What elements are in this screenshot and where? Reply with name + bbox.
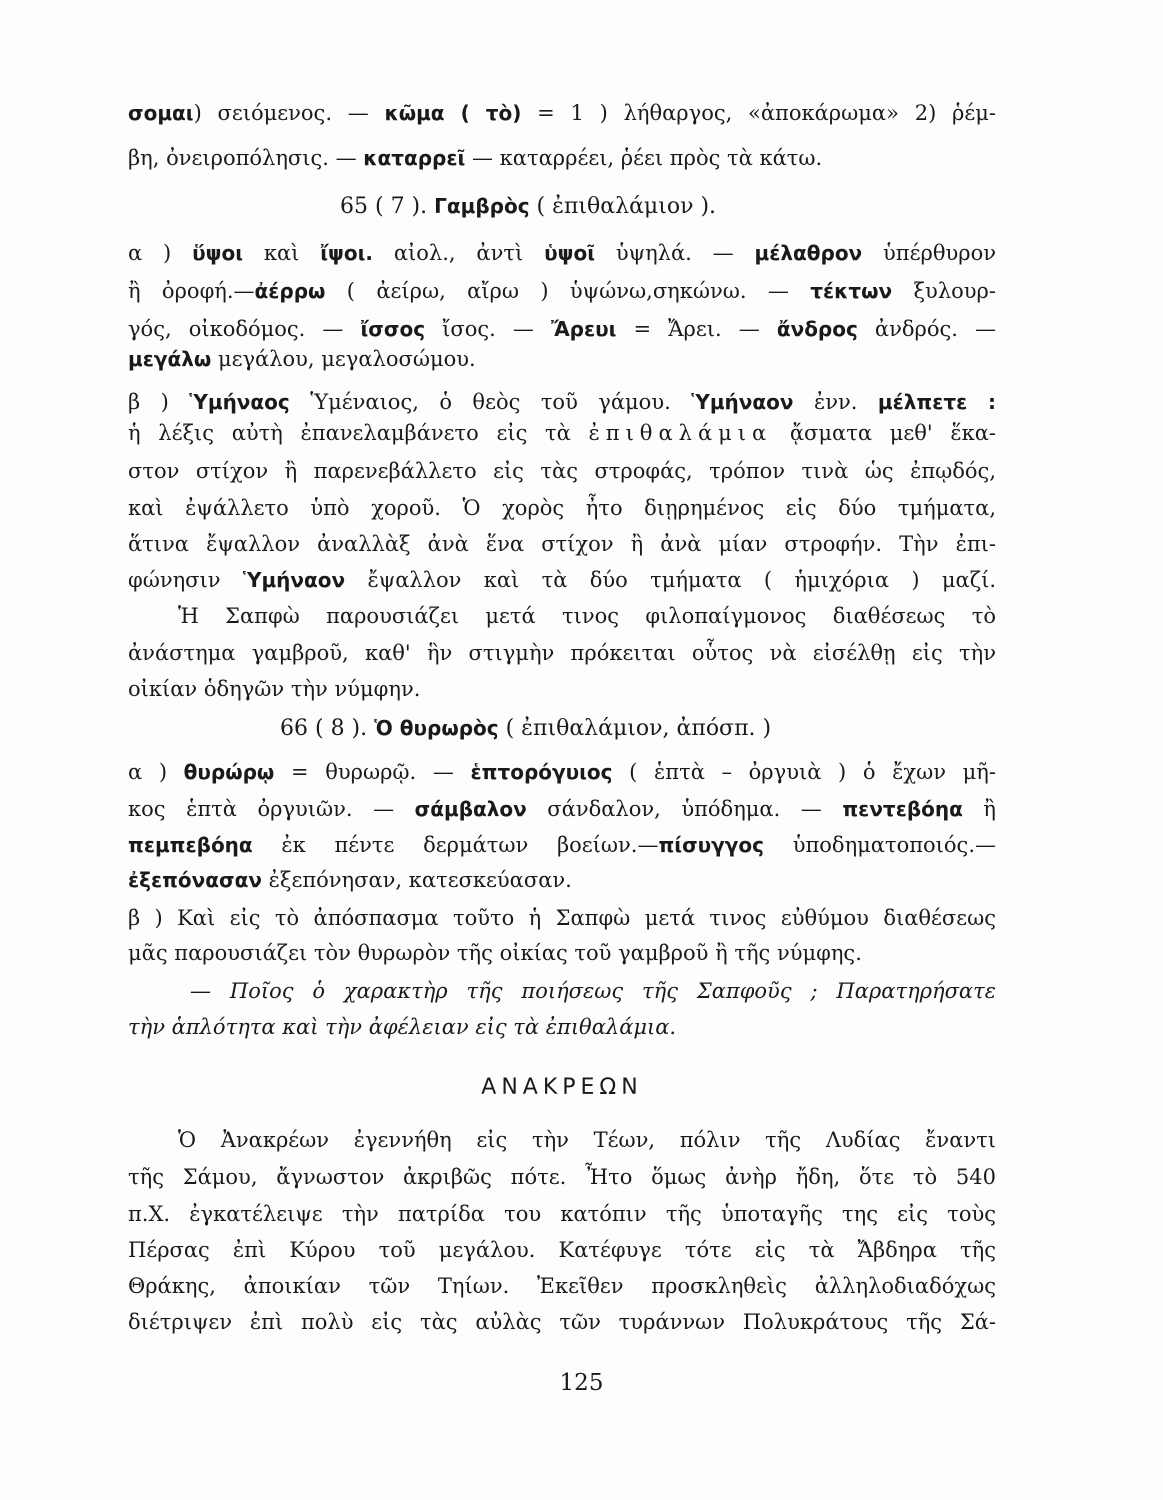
text-run: = θυρωρῷ. — <box>274 760 471 784</box>
text-line <box>128 1162 996 1192</box>
bold-term: σάμβαλον <box>414 797 527 821</box>
text-run: ἀνάστημα γαμβροῦ, καθ' ἣν στιγμὴν πρόκειται οὗτος νὰ εἰσέλθῃ εἰς τὴν <box>128 641 996 665</box>
text-run: ὑψηλά. — <box>595 241 755 265</box>
bold-term: καταρρεῖ <box>363 146 466 170</box>
bold-term: ἄνδρος <box>776 317 858 341</box>
text-run: ἐνν. <box>793 390 878 414</box>
text-line <box>128 493 996 523</box>
question-line <box>190 976 996 1006</box>
bold-term: πεντεβόηα <box>842 797 963 821</box>
bold-term: ἴψοι. <box>320 241 374 265</box>
text-run: ἢ <box>962 797 996 821</box>
text-line <box>128 314 996 344</box>
text-line <box>128 938 996 968</box>
text-run: — καταρρέει, ῥέει πρὸς τὰ κάτω. <box>465 146 823 170</box>
text-line <box>128 830 996 860</box>
text-run: οἰκίαν ὁδηγῶν τὴν νύμφην. <box>128 677 421 701</box>
text-run: μᾶς παρουσιάζει τὸν θυρωρὸν τῆς οἰκίας τοῦ γαμβροῦ ἢ τῆς νύμφης. <box>128 941 862 965</box>
text-run: β ) Καὶ εἰς τὸ ἀπόσπασμα τοῦτο ἡ Σαπφὼ μετά τινος εὐθύμου διαθέσεως <box>128 906 996 930</box>
text-line <box>128 674 996 704</box>
text-line <box>128 638 996 668</box>
text-run: βη, ὀνειροπόλησις. — <box>128 146 364 170</box>
text-run: β ) <box>128 390 190 414</box>
text-line <box>178 1125 996 1155</box>
text-run: Ὑμέναιος, ὁ θεὸς τοῦ γάμου. <box>289 390 692 414</box>
text-run: ἢ ὀροφή.— <box>128 279 255 303</box>
bold-term: ὕψοι <box>192 241 243 265</box>
text-run: σάνδαλον, ὑπόδημα. — <box>526 797 843 821</box>
text-run: ἀνδρός. — <box>857 317 996 341</box>
bold-term: ἐξεπόνασαν <box>128 868 262 892</box>
text-run: ἐπιθαλάμια <box>588 421 773 445</box>
bold-term: Ὁ θυρωρὸς <box>374 716 499 740</box>
text-run: ἐξεπόνησαν, κατεσκεύασαν. <box>261 868 572 892</box>
text-line <box>128 456 996 486</box>
text-run: ὑποδηματοποιός.— <box>764 833 996 857</box>
bold-term: πεμπεβόηα <box>128 833 253 857</box>
text-run: μεγάλου, μεγαλοσώμου. <box>211 347 476 371</box>
text-run: 65 ( 7 ). <box>340 194 435 219</box>
text-line <box>128 565 996 595</box>
bold-term: σομαι <box>128 101 194 125</box>
text-run: — Ποῖος ὁ χαρακτὴρ τῆς ποιήσεως τῆς Σαπφοῦς ; Παρατηρήσατε <box>190 979 996 1003</box>
text-run: Θράκης, ἀποικίαν τῶν Τηίων. Ἐκεῖθεν προσκληθεὶς ἀλληλοδιαδόχως <box>128 1274 996 1298</box>
text-run: ἔψαλλον καὶ τὰ δύο τμήματα ( ἡμιχόρια ) μαζί. <box>345 568 996 592</box>
text-line <box>128 529 996 559</box>
bold-term: Γαμβρὸς <box>434 194 530 218</box>
text-run: Πέρσας ἐπὶ Κύρου τοῦ μεγάλου. Κατέφυγε τότε εἰς τὰ Ἄβδηρα τῆς <box>128 1238 996 1262</box>
text-line <box>128 794 996 824</box>
text-run: κος ἑπτὰ ὀργυιῶν. — <box>128 797 415 821</box>
text-run: ( ἐπιθαλάμιον, ἀπόσπ. ) <box>498 716 772 741</box>
section-heading-66 <box>280 713 996 744</box>
text-run: α ) <box>128 241 193 265</box>
text-line <box>128 1235 996 1265</box>
text-run: ΑΝΑΚΡΕΩΝ <box>481 1075 643 1100</box>
section-heading-65 <box>340 191 996 222</box>
text-line <box>128 143 996 173</box>
text-run: 66 ( 8 ). <box>280 716 375 741</box>
text-line <box>128 98 996 128</box>
question-line <box>128 1012 996 1042</box>
text-line <box>178 601 996 631</box>
text-run: = Ἄρει. — <box>616 317 777 341</box>
text-line <box>128 903 996 933</box>
text-run: ὑπέρθυρον <box>862 241 996 265</box>
text-run: ( ἑπτὰ – ὀργυιὰ ) ὁ ἔχων μῆ- <box>612 760 996 784</box>
bold-term: Ὑμήναον <box>691 390 794 414</box>
text-run: καὶ ἐψάλλετο ὑπὸ χοροῦ. Ὁ χορὸς ἦτο διῃρημένος εἰς δύο τμήματα, <box>128 496 996 520</box>
text-run: Ὁ Ἀνακρέων ἐγεννήθη εἰς τὴν Τέων, πόλιν τῆς Λυδίας ἔναντι <box>178 1128 996 1152</box>
text-run: = 1 ) λήθαργος, «ἀποκάρωμα» 2) ῥέμ- <box>521 101 996 125</box>
bold-term: μέλπετε : <box>877 390 996 414</box>
bold-term: ὑψοῖ <box>544 241 595 265</box>
bold-term: ἑπτορόγυιος <box>470 760 613 784</box>
text-line <box>128 1271 996 1301</box>
text-run: αἰολ., ἀντὶ <box>373 241 545 265</box>
bold-term: κῶμα ( τὸ) <box>384 101 522 125</box>
page-number: 125 <box>559 1370 604 1396</box>
text-run: ἅτινα ἔψαλλον ἀναλλὰξ ἀνὰ ἕνα στίχον ἢ ἀνὰ μίαν στροφήν. Τὴν ἐπι- <box>128 532 996 556</box>
text-line <box>128 344 996 374</box>
text-run: ( ἀείρω, αἴρω ) ὑψώνω,σηκώνω. — <box>325 279 811 303</box>
text-run: ἐκ πέντε δερμάτων βοείων.— <box>252 833 659 857</box>
text-line <box>128 387 996 417</box>
bold-term: πίσυγγος <box>658 833 765 857</box>
author-heading <box>128 1072 996 1103</box>
bold-term: Ὑμήναον <box>242 568 346 592</box>
text-run: τὴν ἁπλότητα καὶ τὴν ἀφέλειαν εἰς τὰ ἐπιθαλάμια. <box>128 1015 677 1039</box>
text-line <box>128 418 996 448</box>
bold-term: ἴσσος <box>360 317 426 341</box>
bold-term: Ὑμήναος <box>189 390 290 414</box>
text-run: φώνησιν <box>128 568 243 592</box>
text-run: καὶ <box>242 241 321 265</box>
text-line <box>128 238 996 268</box>
text-line <box>128 1307 996 1337</box>
text-run: ᾄσματα μεθ' ἕκα- <box>772 421 996 445</box>
text-run: ( ἐπιθαλάμιον ). <box>529 194 717 219</box>
text-line <box>128 865 996 895</box>
text-run: Ἡ Σαπφὼ παρουσιάζει μετά τινος φιλοπαίγμονος διαθέσεως τὸ <box>178 604 996 628</box>
text-run: τῆς Σάμου, ἄγνωστον ἀκριβῶς πότε. Ἦτο ὅμως ἀνὴρ ἤδη, ὅτε τὸ 540 <box>128 1165 996 1189</box>
text-run: ) σειόμενος. — <box>193 101 385 125</box>
text-run: ξυλουρ- <box>892 279 996 303</box>
bold-term: μέλαθρον <box>754 241 863 265</box>
text-run: α ) <box>128 760 184 784</box>
text-line <box>128 276 996 306</box>
text-run: στον στίχον ἢ παρενεβάλλετο εἰς τὰς στροφάς, τρόπον τινὰ ὡς ἐπῳδός, <box>128 459 996 483</box>
text-run: ἴσος. — <box>425 317 551 341</box>
text-run: ἡ λέξις αὐτὴ ἐπανελαμβάνετο εἰς τὰ <box>128 421 589 445</box>
text-line <box>128 757 996 787</box>
text-line <box>128 1199 996 1229</box>
bold-term: θυρώρῳ <box>183 760 275 784</box>
bold-term: τέκτων <box>810 279 893 303</box>
bold-term: μεγάλω <box>128 347 212 371</box>
text-run: διέτριψεν ἐπὶ πολὺ εἰς τὰς αὐλὰς τῶν τυράννων Πολυκράτους τῆς Σά- <box>128 1310 996 1334</box>
bold-term: Ἄρευι <box>550 317 617 341</box>
text-run: π.Χ. ἐγκατέλειψε τὴν πατρίδα του κατόπιν τῆς ὑποταγῆς της εἰς τοὺς <box>128 1202 996 1226</box>
text-run: γός, οἰκοδόμος. — <box>128 317 361 341</box>
bold-term: ἀέρρω <box>254 279 326 303</box>
